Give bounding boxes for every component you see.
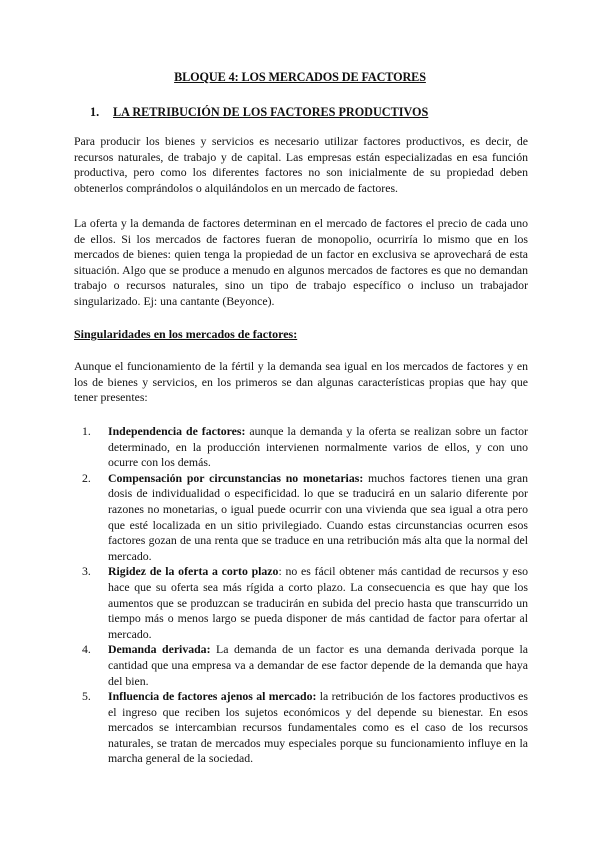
list-item-text: : no es fácil obtener más cantidad de recursos y eso hace que su oferta sea más rígida a corto plazo. La consecuencia es que hay que los aumentos que se produzcan se traducirán en subida del precio hasta que transcurrido un tiempo más o menos largo se pueda disponer de más cantidad de factor para ofertar al mercado. (108, 564, 528, 641)
list-item (74, 564, 528, 642)
list-item-lead: Compensación por circunstancias no monetarias: (108, 470, 364, 485)
section-number: 1. (90, 105, 100, 119)
list-item-number: 5. (82, 689, 91, 704)
section-title: LA RETRIBUCIÓN DE LOS FACTORES PRODUCTIVOS (113, 105, 429, 119)
list-item-number: 4. (82, 642, 91, 657)
paragraph: La oferta y la demanda de factores determinan en el mercado de factores el precio de cada uno de ellos. Si los mercados de factores fueran de monopolio, ocurriría lo mismo que en los mercados de bienes: quien tenga la propiedad de un factor en exclusiva se aprovechará de esta situación. Algo que se produce a menudo en algunos mercados de factores es que no demandan trabajo o recursos naturales, sino un tipo de trabajo específico o incluso un trabajador singularizado. Ej: una cantante (Beyonce). (74, 216, 528, 308)
list-item-number: 1. (82, 424, 91, 438)
list-item (74, 471, 528, 565)
list-item-number: 3. (82, 564, 91, 579)
list-item (74, 642, 528, 689)
list-item-text: aunque la demanda y la oferta se realizan sobre un factor determinado, en la producción intervienen normalmente varios de ellos, y con uno ocurre con los demás. (108, 424, 528, 470)
list-item-text: la retribución de los factores productivos es el ingreso que reciben los sujetos económicos y del depende su bienestar. En esos mercados se intercambian recursos fundamentales como es el caso de los recursos naturales, se tratan de mercados muy especiales porque su funcionamiento influye en la marcha general de la sociedad. (108, 689, 528, 766)
list-item-number: 2. (82, 470, 91, 485)
list-item-lead: Independencia de factores: (108, 424, 246, 438)
list-item-text: La demanda de un factor es una demanda derivada porque la cantidad que una empresa va a demandar de ese factor depende de la demanda que haya del bien. (108, 642, 528, 688)
list-item-lead: Influencia de factores ajenos al mercado: (108, 689, 317, 704)
list-item-lead: Rigidez de la oferta a corto plazo (108, 564, 279, 579)
subheading: Singularidades en los mercados de factores: (74, 327, 298, 341)
list-item-lead: Demanda derivada: (108, 642, 211, 657)
section-heading (90, 105, 428, 121)
document-title: BLOQUE 4: LOS MERCADOS DE FACTORES (174, 70, 426, 84)
list-item (74, 424, 528, 471)
list-item (74, 689, 528, 767)
list-item-text: muchos factores tienen una gran dosis de individualidad o especificidad. lo que se traducirá en un salario diferente por razones no monetarias, o igual puede ocurrir con una vivienda que sea igual a otra pero que esté localizada en un sitio privilegiado. Cuando estas circunstancias ocurren esos factores gozan de una renta que se traduce en una retribución más alta que la normal del mercado. (108, 470, 528, 563)
paragraph: Para producir los bienes y servicios es necesario utilizar factores productivos, es decir, de recursos naturales, de trabajo y de capital. Las empresas están especializadas en esa función productiva, pero como los diferentes factores no son inicialmente de su propiedad deben obtenerlos comprándolos o alquilándolos en un mercado de factores. (74, 134, 528, 195)
numbered-list (74, 424, 528, 767)
paragraph: Aunque el funcionamiento de la fértil y la demanda sea igual en los mercados de factores y en los de bienes y servicios, en los primeros se dan algunas características propias que hay que tener presentes: (74, 359, 528, 405)
